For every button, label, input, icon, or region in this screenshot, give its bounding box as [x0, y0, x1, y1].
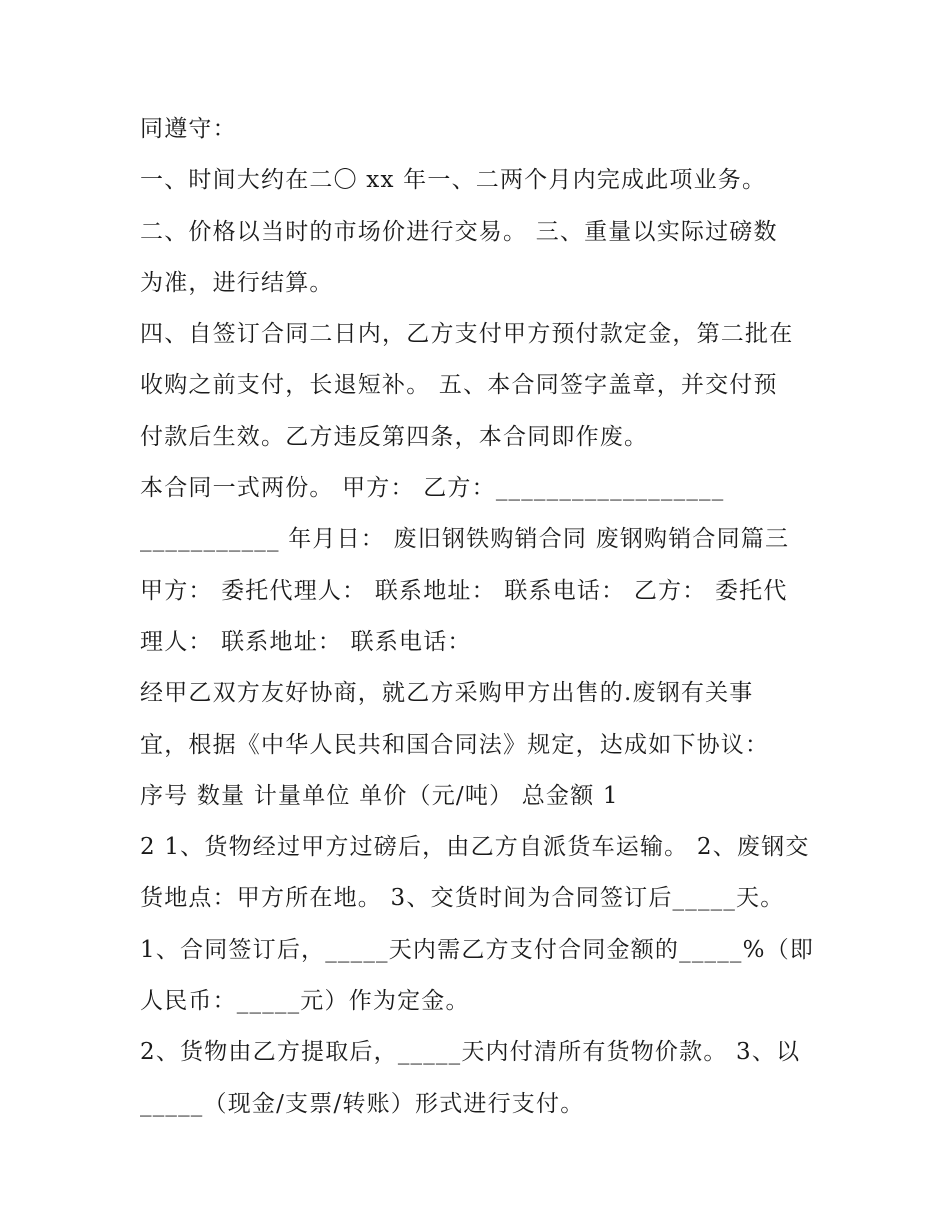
- text-line: 同遵守：: [140, 116, 237, 142]
- text-line: ___________ 年月日： 废旧钢铁购销合同 废钢购销合同篇三: [140, 526, 790, 553]
- text-line: 理人： 联系地址： 联系电话：: [140, 628, 472, 655]
- text-line: 宜，根据《中华人民共和国合同法》规定，达成如下协议：: [140, 731, 770, 758]
- text-line: 为准，进行结算。: [140, 269, 334, 296]
- text-line: 1、合同签订后，_____天内需乙方支付合同金额的_____%（即: [140, 936, 815, 963]
- text-line: 本合同一式两份。 甲方： 乙方：__________________: [140, 475, 725, 502]
- text-line: 经甲乙双方友好协商，就乙方采购甲方出售的.废钢有关事: [140, 680, 754, 707]
- text-line: 付款后生效。乙方违反第四条，本合同即作废。: [140, 423, 649, 450]
- text-line: 人民币：_____元）作为定金。: [140, 988, 470, 1015]
- text-line: 货地点：甲方所在地。 3、交货时间为合同签订后_____天。: [140, 885, 785, 912]
- text-line: 一、时间大约在二〇 xx 年一、二两个月内完成此项业务。: [140, 167, 767, 194]
- text-line: _____（现金/支票/转账）形式进行支付。: [140, 1090, 585, 1117]
- text-line: 2 1、货物经过甲方过磅后，由乙方自派货车运输。 2、废钢交: [140, 834, 810, 861]
- text-line: 2、货物由乙方提取后，_____天内付清所有货物价款。 3、以: [140, 1039, 801, 1066]
- text-line: 甲方： 委托代理人： 联系地址： 联系电话： 乙方： 委托代: [140, 577, 788, 604]
- contract-text: [140, 104, 830, 1130]
- text-line: 四、自签订合同二日内，乙方支付甲方预付款定金，第二批在: [140, 321, 794, 348]
- text-line: 二、价格以当时的市场价进行交易。 三、重量以实际过磅数: [140, 218, 778, 245]
- text-line: 收购之前支付，长退短补。 五、本合同签字盖章，并交付预: [140, 372, 778, 399]
- text-line: 序号 数量 计量单位 单价（元/吨） 总金额 1: [140, 782, 619, 809]
